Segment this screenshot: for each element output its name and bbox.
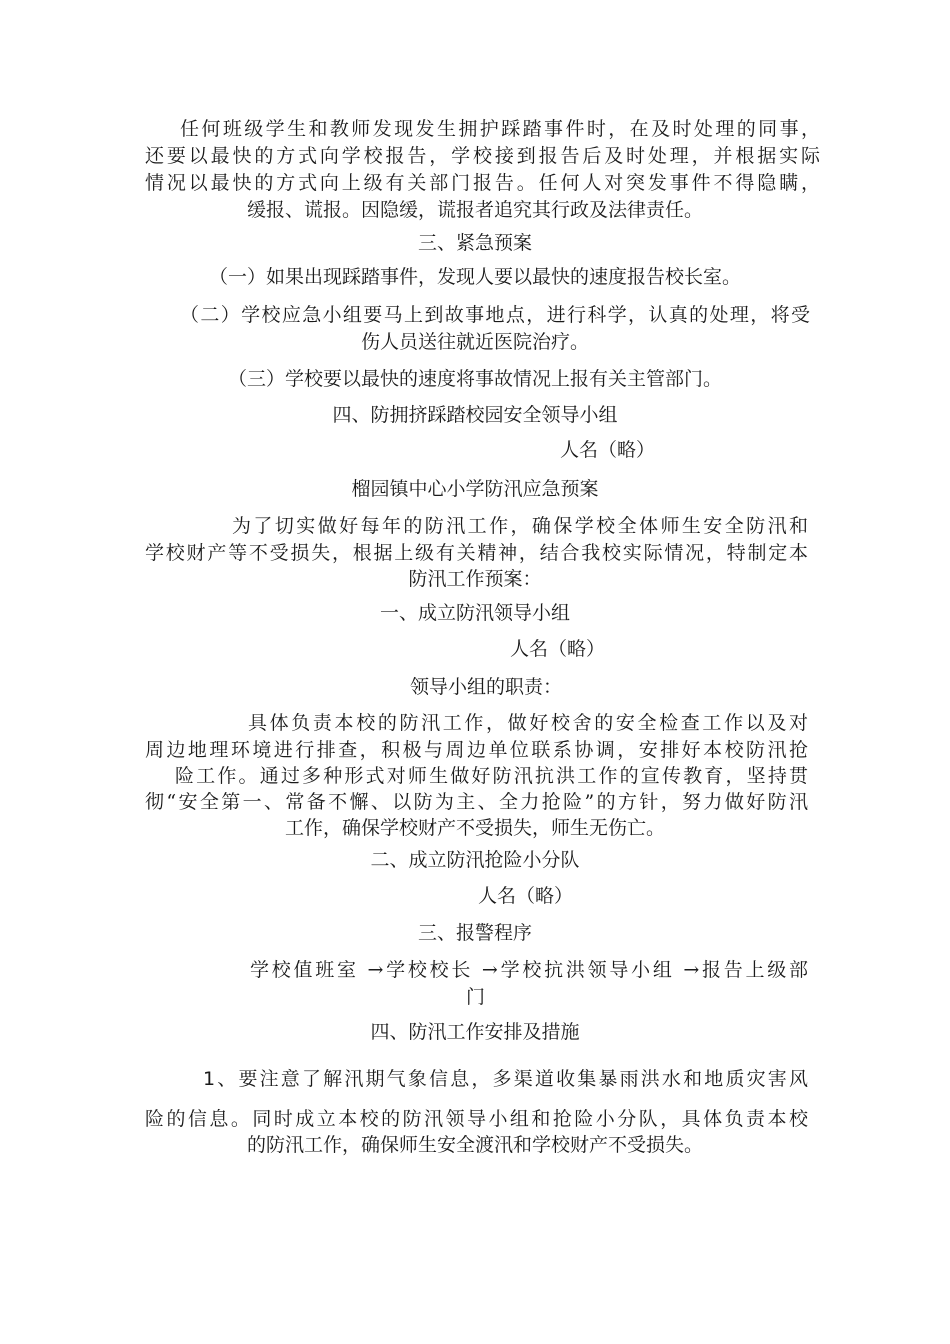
section-heading: 四、防汛工作安排及措施 [370,1021,580,1043]
paragraph-text: 周边地理环境进行排查，积极与周边单位联系协调，安排好本校防汛抢 [145,739,808,761]
alarm-procedure-line [250,957,808,983]
paragraph-line [248,710,808,736]
alarm-procedure-line: 门 [466,986,486,1008]
section-heading: 三、紧急预案 [417,232,532,254]
paragraph-line [180,116,820,142]
paragraph-line [175,763,808,789]
section-heading: 四、防拥挤踩踏校园安全领导小组 [332,404,618,426]
paragraph-text: 情况以最快的方式向上级有关部门报告。任何人对突发事件不得隐瞒， [145,172,820,194]
paragraph-line: 缓报、谎报。因隐缓，谎报者追究其行政及法律责任。 [246,199,703,221]
paragraph-line [145,540,808,566]
paragraph-line [232,513,808,539]
paragraph-text: 具体负责本校的防汛工作，做好校舍的安全检查工作以及对 [248,712,808,734]
paragraph-line [145,170,820,196]
measure-text: 、要注意了解汛期气象信息，多渠道收集暴雨洪水和地质灾害风 [215,1068,808,1090]
paragraph-line: 工作，确保学校财产不受损失，师生无伤亡。 [284,817,665,839]
paragraph-line [145,789,808,815]
measure-item [203,1066,808,1092]
document-title: 榴园镇中心小学防汛应急预案 [351,478,599,500]
paragraph-line: 防汛工作预案： [408,568,542,590]
list-item-continuation: 伤人员送往就近医院治疗。 [360,331,589,353]
paragraph-text: 还要以最快的方式向学校报告，学校接到报告后及时处理，并根据实际 [145,145,820,167]
names-omitted: 人名（略） [510,638,606,660]
paragraph-line [145,737,808,763]
list-item: （三）学校要以最快的速度将事故情况上报有关主管部门。 [227,368,722,390]
subheading: 领导小组的职责： [410,676,563,698]
paragraph-text: 彻“安全第一、常备不懈、以防为主、全力抢险”的方针，努力做好防汛 [145,791,808,813]
names-omitted: 人名（略） [560,439,656,461]
list-item [180,302,810,328]
list-item: （一）如果出现踩踏事件，发现人要以最快的速度报告校长室。 [208,266,741,288]
list-item-text: （二）学校应急小组要马上到故事地点，进行科学，认真的处理，将受 [180,304,810,326]
section-heading: 三、报警程序 [417,922,532,944]
paragraph-text: 险工作。通过多种形式对师生做好防汛抗洪工作的宣传教育，坚持贯 [175,765,808,787]
section-heading: 一、成立防汛领导小组 [379,602,570,624]
alarm-procedure-text: 学校值班室 →学校校长 →学校抗洪领导小组 →报告上级部 [250,959,808,981]
paragraph-line: 的防汛工作，确保师生安全渡汛和学校财产不受损失。 [246,1134,703,1156]
paragraph-text: 为了切实做好每年的防汛工作，确保学校全体师生安全防汛和 [232,515,808,537]
paragraph-text: 学校财产等不受损失，根据上级有关精神，结合我校实际情况，特制定本 [145,542,808,564]
measure-number: 1 [203,1068,216,1090]
paragraph-line [145,1106,808,1132]
paragraph-text: 任何班级学生和教师发现发生拥护踩踏事件时，在及时处理的同事， [180,118,820,140]
paragraph-text: 险的信息。同时成立本校的防汛领导小组和抢险小分队，具体负责本校 [145,1108,808,1130]
section-heading: 二、成立防汛抢险小分队 [370,849,580,871]
paragraph-line [145,143,820,169]
names-omitted: 人名（略） [478,885,574,907]
